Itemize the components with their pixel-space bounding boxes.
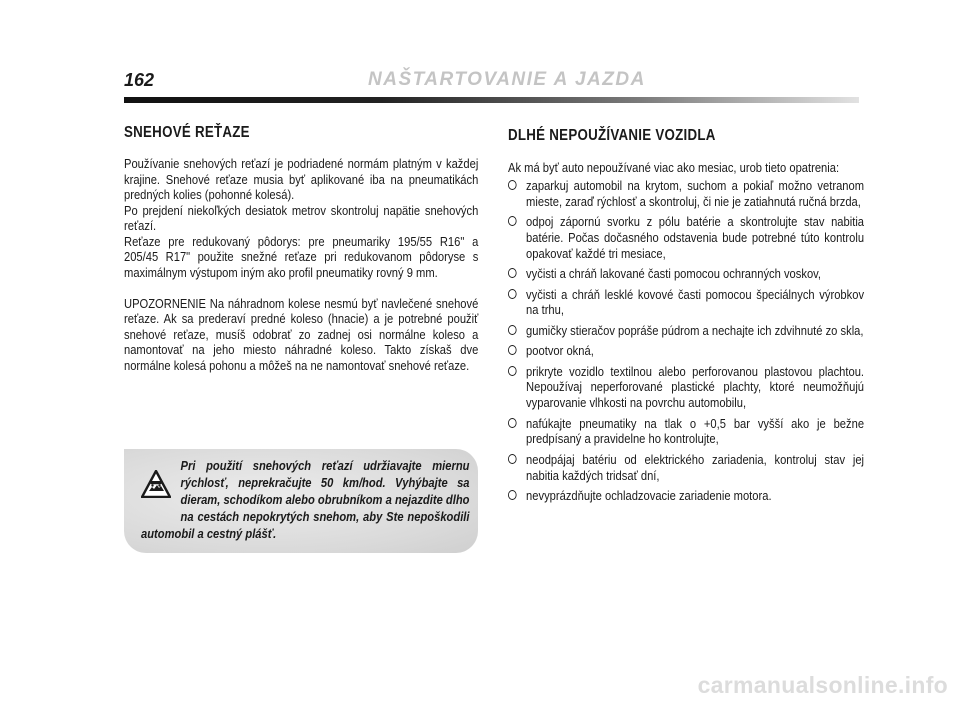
- list-item: [508, 266, 864, 282]
- page-number: 162: [124, 70, 155, 90]
- chapter-title: NAŠTARTOVANIE A JAZDA: [368, 69, 646, 90]
- long-storage-body: [508, 160, 864, 508]
- warning-text: Pri použití snehových reťazí udržiavajte miernu rýchlosť, neprekračujte 50 km/hod. Vyhýbajte sa dieram, schodíkom alebo obrubníkom a nejazdite dlho na cestách nepokrytých snehom, aby Ste nepoškodili automobil a cestný plášť.: [141, 458, 470, 541]
- list-item: [508, 364, 864, 411]
- snow-chains-paragraph: Používanie snehových reťazí je podriadené normám platným v každej krajine. Snehové reťaze musia byť aplikované iba na pneumatikách predných kolies (pohonné kolesá).: [124, 156, 479, 202]
- list-item: [508, 214, 864, 261]
- list-item-text: prikryte vozidlo textilnou alebo perforovanou plastovou plachtou. Nepoužívaj neperforované plastické plachty, ktoré neumožňujú vyparovanie vlhkosti na povrchu automobilu,: [526, 363, 865, 411]
- list-item-text: nafúkajte pneumatiky na tlak o +0,5 bar vyšší ako je bežne predpísaný a pravidelne ho kontrolujte,: [526, 415, 865, 447]
- watermark: carmanualsonline.info: [697, 672, 948, 698]
- snow-chains-paragraph: Po prejdení niekoľkých desiatok metrov skontroluj napätie snehových reťazí.: [124, 202, 479, 233]
- circle-bullet-icon: [508, 180, 517, 190]
- list-item: [508, 287, 864, 319]
- circle-bullet-icon: [508, 216, 517, 226]
- circle-bullet-icon: [508, 268, 517, 278]
- list-item-text: odpoj zápornú svorku z pólu batérie a skontrolujte stav nabitia batérie. Počas dočasného odstavenia bude potrebné túto kontrolu opakovať každé tri mesiace,: [526, 214, 865, 261]
- circle-bullet-icon: [508, 454, 517, 464]
- header-rule: [124, 97, 859, 103]
- list-item-text: pootvor okná,: [526, 343, 594, 359]
- list-item-text: gumičky stieračov popráše púdrom a nechajte ich zdvihnuté zo skla,: [526, 322, 864, 338]
- list-item: [508, 178, 864, 210]
- snow-chains-warning-note: UPOZORNENIE Na náhradnom kolese nesmú byť navlečené snehové reťaze. Ak sa prederaví predné koleso (hnacie) a je potrebné použiť snehové reťaze, musíš odobrať zo zadnej osi normálne koleso a namontovať na jeho miesto náhradné koleso. Takto získaš dve normálne kolesá pohonu a môžeš na ne namontovať snehové reťaze.: [124, 295, 479, 373]
- paragraph-gap: [124, 280, 478, 296]
- list-item-text: vyčisti a chráň lesklé kovové časti pomocou špeciálnych výrobkov na trhu,: [526, 286, 865, 318]
- circle-bullet-icon: [508, 418, 517, 428]
- list-item: [508, 323, 864, 339]
- long-storage-heading: DLHÉ NEPOUŽÍVANIE VOZIDLA: [508, 127, 716, 144]
- list-item: [508, 343, 864, 359]
- list-item-text: neodpájaj batériu od elektrického zariadenia, kontroluj stav jej nabitia každých tridsať dní,: [526, 451, 865, 483]
- circle-bullet-icon: [508, 490, 517, 500]
- long-storage-intro: Ak má byť auto nepoužívané viac ako mesiac, urob tieto opatrenia:: [508, 160, 840, 175]
- list-item: [508, 488, 864, 504]
- circle-bullet-icon: [508, 325, 517, 335]
- page-header: [0, 0, 960, 110]
- circle-bullet-icon: [508, 366, 517, 376]
- circle-bullet-icon: [508, 289, 517, 299]
- snow-chains-body: [124, 156, 478, 373]
- list-item-text: nevyprázdňujte ochladzovacie zariadenie motora.: [526, 487, 772, 503]
- list-item-text: zaparkuj automobil na krytom, suchom a pokiaľ možno vetranom mieste, zaraď rýchlosť a skontroluj, či nie je zatiahnutá ručná brzda,: [526, 178, 865, 209]
- circle-bullet-icon: [508, 345, 517, 355]
- list-item: [508, 416, 864, 448]
- warning-text-block: [141, 457, 470, 542]
- list-item-text: vyčisti a chráň lakované časti pomocou ochranných voskov,: [526, 266, 822, 282]
- snow-chains-paragraph: Reťaze pre redukovaný pôdorys: pre pneumariky 195/55 R16" a 205/45 R17" použite snežné reťaze pri redukovanom pôdoryse s maximálnym výstupom iným ako profil pneumatiky rovný 9 mm.: [124, 233, 479, 280]
- list-item: [508, 452, 864, 484]
- icon-space: [141, 457, 181, 509]
- snow-chains-heading: SNEHOVÉ REŤAZE: [124, 124, 250, 141]
- long-storage-list: [508, 178, 864, 504]
